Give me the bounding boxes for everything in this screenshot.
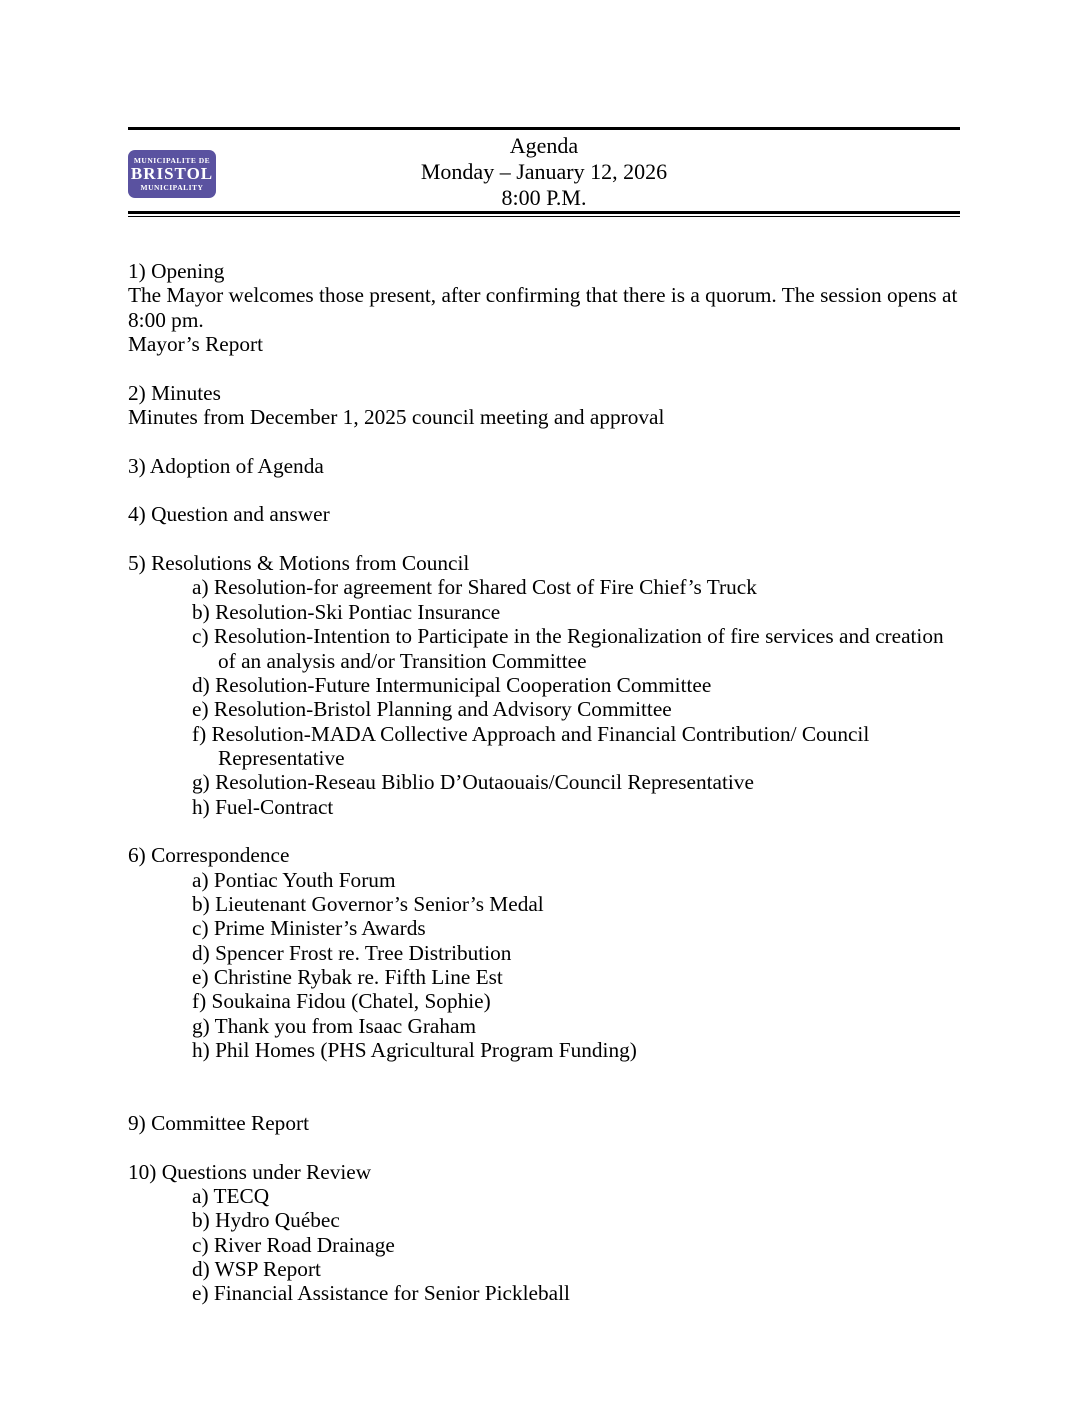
agenda-time: 8:00 P.M. bbox=[501, 185, 587, 210]
section-sub-item: f) Soukaina Fidou (Chatel, Sophie) bbox=[192, 989, 491, 1014]
document-content bbox=[128, 127, 960, 1330]
section-sub-item: c) River Road Drainage bbox=[192, 1232, 395, 1257]
section-paragraph: The Mayor welcomes those present, after confirming that there is a quorum. The session opens at 8:00 pm. bbox=[128, 283, 958, 332]
agenda-section bbox=[128, 1111, 960, 1135]
section-sub-item: g) Thank you from Isaac Graham bbox=[192, 1013, 477, 1038]
agenda-date: Monday – January 12, 2026 bbox=[420, 159, 668, 184]
section-heading: 3) Adoption of Agenda bbox=[128, 453, 324, 478]
section-sub-item: d) Resolution-Future Intermunicipal Cooperation Committee bbox=[192, 672, 712, 697]
section-paragraph: Mayor’s Report bbox=[128, 332, 264, 357]
section-sub-item: d) WSP Report bbox=[192, 1257, 321, 1282]
section-sub-item: a) Pontiac Youth Forum bbox=[192, 867, 396, 892]
section-heading: 6) Correspondence bbox=[128, 843, 290, 868]
section-heading: 2) Minutes bbox=[128, 380, 221, 405]
section-sub-item: e) Financial Assistance for Senior Pickleball bbox=[192, 1281, 570, 1306]
agenda-section bbox=[128, 454, 960, 478]
section-sub-item: g) Resolution-Reseau Biblio D’Outaouais/Council Representative bbox=[192, 770, 754, 795]
section-sub-item: b) Hydro Québec bbox=[192, 1208, 340, 1233]
section-heading: 4) Question and answer bbox=[128, 502, 330, 527]
header-title-block bbox=[128, 130, 960, 211]
section-paragraph: Minutes from December 1, 2025 council meeting and approval bbox=[128, 405, 665, 430]
section-sub-item: f) Resolution-MADA Collective Approach and Financial Contribution/ Council Representative bbox=[192, 721, 870, 770]
agenda-section bbox=[128, 259, 960, 356]
logo-name-text: BRISTOL bbox=[130, 164, 214, 183]
agenda-section bbox=[128, 843, 960, 1062]
document-header bbox=[128, 127, 960, 217]
agenda-section bbox=[128, 502, 960, 526]
section-sub-item: e) Christine Rybak re. Fifth Line Est bbox=[192, 964, 503, 989]
agenda-section bbox=[128, 381, 960, 430]
logo-top-text: MUNICIPALITE DE bbox=[133, 156, 211, 165]
agenda-section bbox=[128, 1160, 960, 1306]
agenda-title: Agenda bbox=[509, 133, 579, 158]
section-heading: 5) Resolutions & Motions from Council bbox=[128, 551, 470, 576]
section-sub-item: b) Lieutenant Governor’s Senior’s Medal bbox=[192, 891, 544, 916]
section-sub-item: e) Resolution-Bristol Planning and Advisory Committee bbox=[192, 697, 672, 722]
section-heading: 10) Questions under Review bbox=[128, 1159, 372, 1184]
section-sub-item: c) Prime Minister’s Awards bbox=[192, 916, 426, 941]
section-sub-item: b) Resolution-Ski Pontiac Insurance bbox=[192, 599, 501, 624]
section-sub-item: a) TECQ bbox=[192, 1184, 270, 1209]
header-double-rule bbox=[128, 211, 960, 217]
agenda-section bbox=[128, 551, 960, 819]
section-sub-item: c) Resolution-Intention to Participate in the Regionalization of fire services and creation of an analysis and/or Transition Committee bbox=[192, 624, 944, 673]
section-sub-item: h) Fuel-Contract bbox=[192, 794, 334, 819]
section-sub-item: h) Phil Homes (PHS Agricultural Program Funding) bbox=[192, 1038, 637, 1062]
section-heading: 9) Committee Report bbox=[128, 1111, 309, 1136]
section-heading: 1) Opening bbox=[128, 259, 225, 283]
logo-bottom-text: MUNICIPALITY bbox=[140, 183, 204, 192]
agenda-sections bbox=[128, 217, 960, 1306]
bristol-municipality-logo bbox=[128, 150, 216, 198]
section-sub-item: d) Spencer Frost re. Tree Distribution bbox=[192, 940, 512, 965]
section-sub-item: a) Resolution-for agreement for Shared Cost of Fire Chief’s Truck bbox=[192, 575, 757, 600]
